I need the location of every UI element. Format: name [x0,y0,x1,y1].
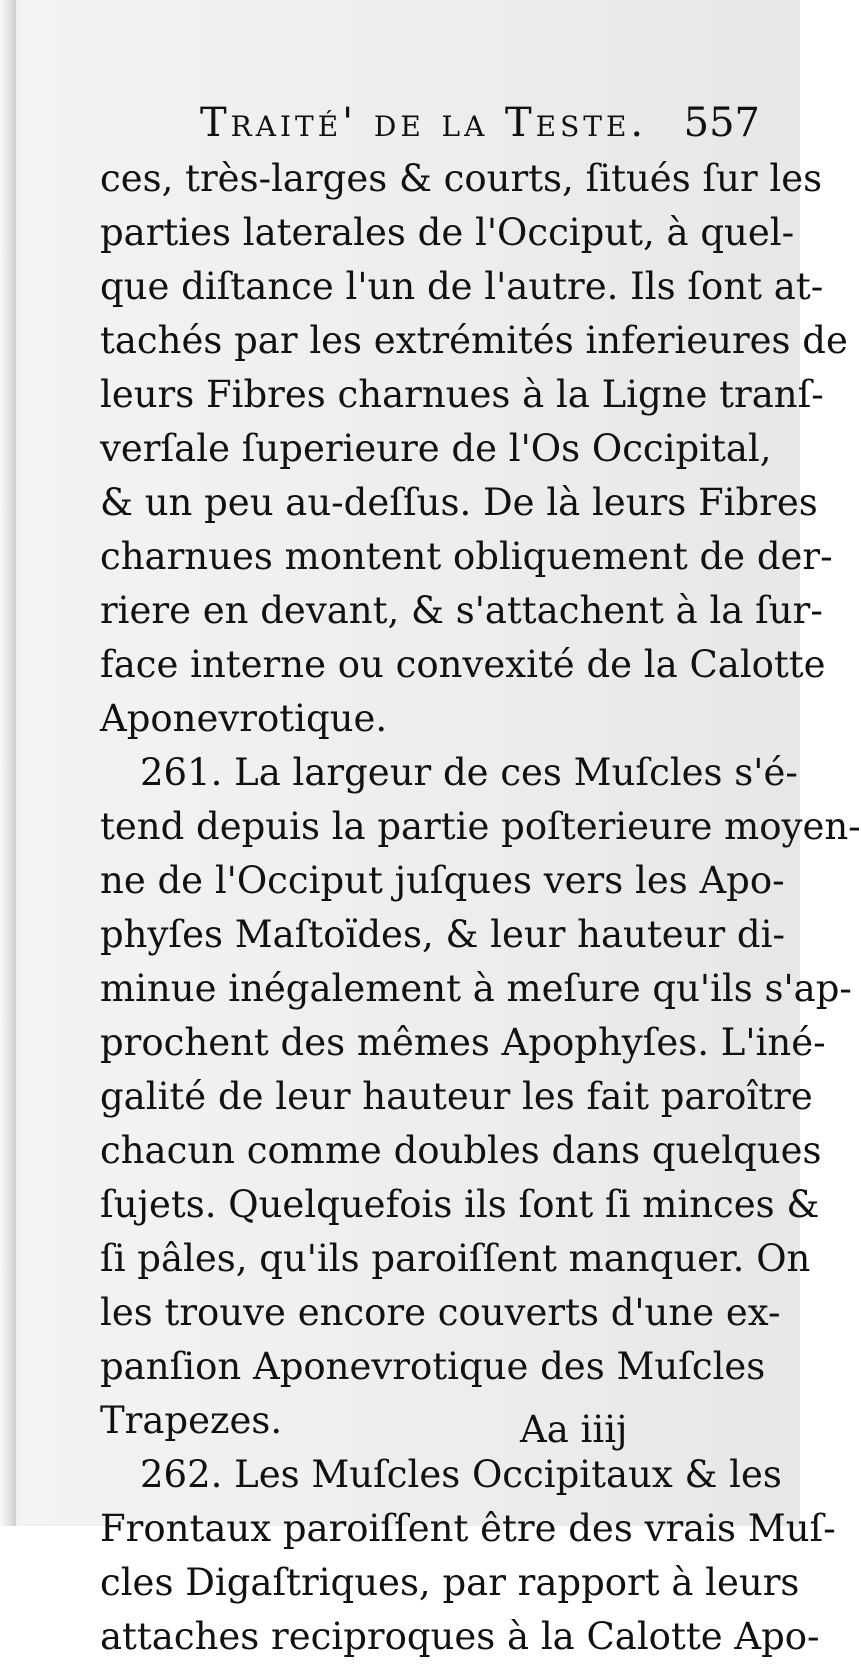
text-line: panſion Aponevrotique des Muſcles [100,1345,766,1388]
text-line: cles Digaſtriques, par rapport à leurs [100,1561,800,1604]
text-line: attaches reciproques à la Calotte Apo- [100,1615,820,1658]
signature-mark: Aa iiij [520,1408,628,1451]
text-line: tachés par les extrémités inferieures de [100,319,848,362]
text-line: les trouve encore couverts d'une ex- [100,1291,781,1334]
text-line: prochent des mêmes Apophyſes. L'iné- [100,1021,826,1064]
text-line: tend depuis la partie poſterieure moyen- [100,805,861,848]
page-binding-edge [0,0,16,1526]
text-line: ſi pâles, qu'ils paroiſſent manquer. On [100,1237,811,1280]
text-line: chacun comme doubles dans quelques [100,1129,822,1172]
text-line: Aponevrotique. [100,697,388,740]
paragraph-start-261: 261. La largeur de ces Muſcles s'é- [140,751,798,794]
paragraph-start-262: 262. Les Muſcles Occipitaux & les [140,1453,782,1496]
text-line: face interne ou convexité de la Calotte [100,643,826,686]
text-line: verſale ſuperieure de l'Os Occipital, [100,427,772,470]
text-line: ces, très-larges & courts, ſitués ſur les [100,157,823,200]
text-line: parties laterales de l'Occiput, à quel- [100,211,795,254]
text-line: galité de leur hauteur les fait paroître [100,1075,813,1118]
text-line: que diſtance l'un de l'autre. Ils ſont at- [100,265,824,308]
text-line: Trapezes. [100,1399,283,1442]
text-line: & un peu au-deſſus. De là leurs Fibres [100,481,818,524]
page-number: 557 [683,100,760,146]
body-text [100,152,861,1664]
text-line: charnues montent obliquement de der- [100,535,833,578]
running-title: Traité' de la Teste. [200,100,648,146]
text-line: ne de l'Occiput juſques vers les Apo- [100,859,785,902]
page-header [200,100,760,150]
text-line: ſujets. Quelquefois ils ſont ſi minces & [100,1183,820,1226]
text-line: Frontaux paroiſſent être des vrais Muſ- [100,1507,836,1550]
text-line: minue inégalement à meſure qu'ils s'ap- [100,967,852,1010]
text-line: riere en devant, & s'attachent à la ſur- [100,589,823,632]
text-line: phyſes Maſtoïdes, & leur hauteur di- [100,913,785,956]
text-line: leurs Fibres charnues à la Ligne tranſ- [100,373,824,416]
